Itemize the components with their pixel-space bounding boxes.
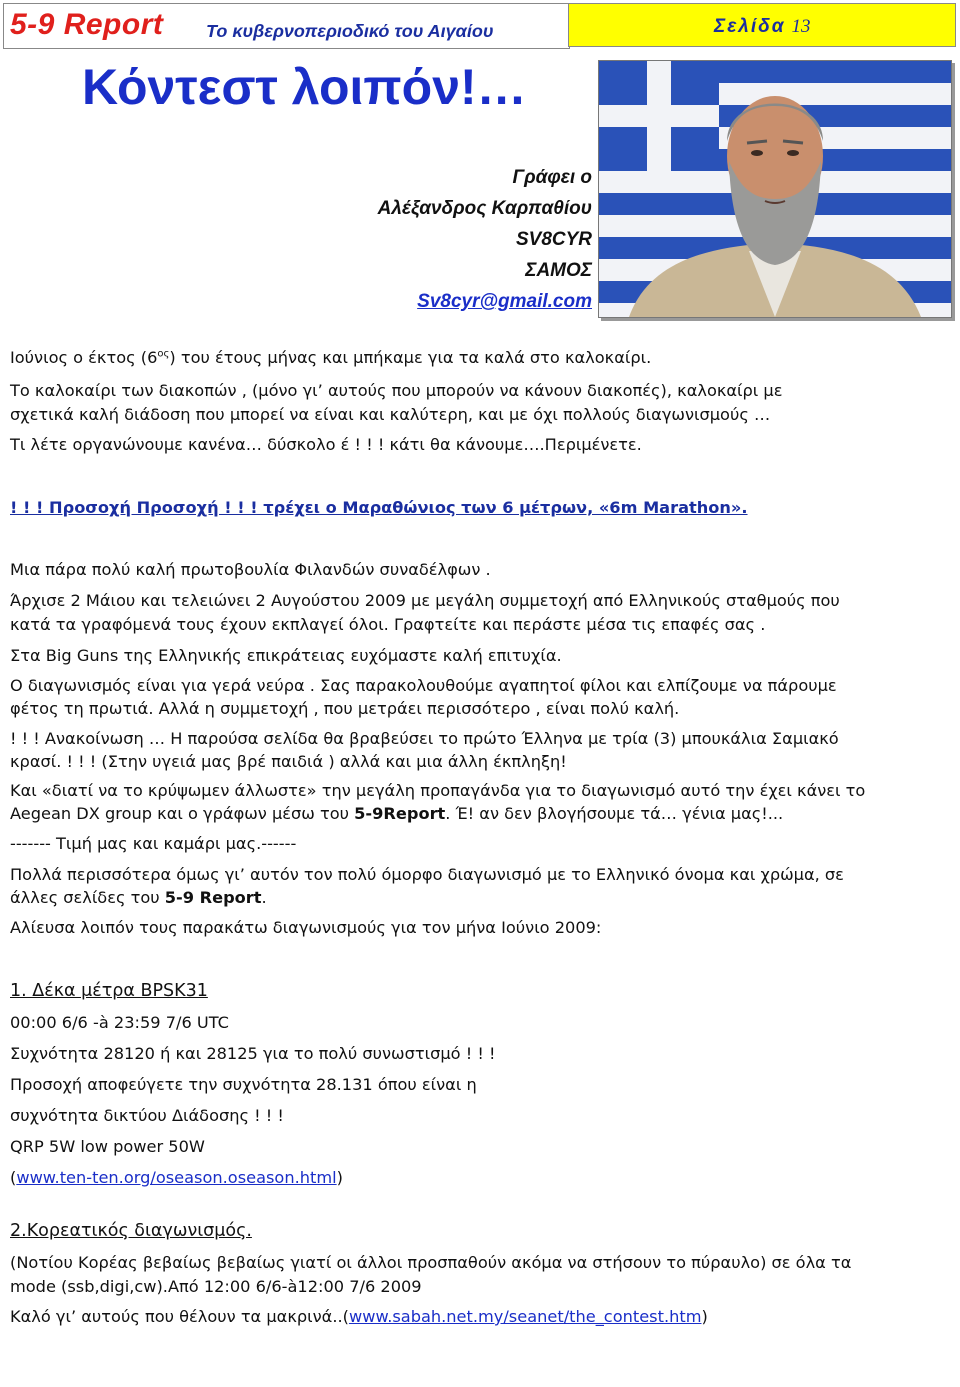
paragraph: Αλίευσα λοιπόν τους παρακάτω διαγωνισμούς για τον μήνα Ιούνιο 2009: <box>10 918 602 937</box>
paragraph: Το καλοκαίρι των διακοπών , (μόνο γι’ αυτούς που μπορούν να κάνουν διακοπές), καλοκαίρι με <box>10 381 783 400</box>
text: . Έ! αν δεν βλογήσουμε τά… γένια μας!... <box>445 804 784 823</box>
text: . <box>261 888 267 907</box>
header-page-box <box>568 3 956 47</box>
paragraph: φέτος τη πρωτιά. Αλλά η συμμετοχή , που μετράει περισσότερο , είναι πολύ καλή. <box>10 699 680 718</box>
text: Ιούνιος ο έκτος (6 <box>10 348 158 367</box>
paragraph <box>10 888 267 907</box>
byline-location: ΣΑΜΟΣ <box>525 260 592 281</box>
paragraph: Πολλά περισσότερα όμως γι’ αυτόν τον πολύ όμορφο διαγωνισμό με το Ελληνικό όνομα και χρώμα, σε <box>10 865 844 884</box>
text: ) <box>336 1168 343 1187</box>
paragraph: σχετικά καλή διάδοση που μπορεί να είναι και καλύτερη, και με όχι πολλούς διαγωνισμούς … <box>10 405 771 424</box>
paragraph: Ο διαγωνισμός είναι για γερά νεύρα . Σας παρακολουθούμε αγαπητοί φίλοι και ελπίζουμε να πάρουμε <box>10 676 837 695</box>
byline-callsign: SV8CYR <box>515 229 592 250</box>
paragraph: Τι λέτε οργανώνουμε κανένα… δύσκολο έ ! ! ! κάτι θα κάνουμε….Περιμένετε. <box>10 435 642 454</box>
text: άλλες σελίδες του <box>10 888 165 907</box>
paragraph <box>10 1168 343 1187</box>
header-subtitle: Το κυβερνοπεριοδικό του Αιγαίου <box>206 21 494 41</box>
paragraph <box>10 804 783 823</box>
paragraph: Και «διατί να το κρύψωμεν άλλωστε» την μεγάλη προπαγάνδα για το διαγωνισμό αυτό την έχει κάνει το <box>10 781 866 800</box>
paragraph: Άρχισε 2 Μάιου και τελειώνει 2 Αυγούστου 2009 με μεγάλη συμμετοχή από Ελληνικούς σταθμούς που <box>10 591 840 610</box>
page-indicator <box>714 16 811 38</box>
byline <box>378 162 592 317</box>
paragraph: (Νοτίου Κορέας βεβαίως βεβαίως γιατί οι άλλοι προσπαθούν ακόμα να στήσουν το πύραυλο) σε όλα τα <box>10 1253 852 1272</box>
paragraph <box>10 348 651 367</box>
paragraph: κατά τα γραφόμενά τους έχουν εκπλαγεί όλοι. Γραφτείτε και περάστε μέσα τις επαφές σας . <box>10 615 766 634</box>
headline-notice: ! ! ! Προσοχή Προσοχή ! ! ! τρέχει ο Μαραθώνιος των 6 μέτρων, «6m Marathon». <box>10 498 748 517</box>
brand-logo: 5-9 Report <box>10 8 164 41</box>
text: ) του έτους μήνας και μπήκαμε για τα καλά στο καλοκαίρι. <box>169 348 652 367</box>
paragraph: Μια πάρα πολύ καλή πρωτοβουλία Φιλανδών συναδέλφων . <box>10 560 491 579</box>
paragraph: συχνότητα δικτύου Διάδοσης ! ! ! <box>10 1106 284 1125</box>
paragraph: mode (ssb,digi,cw).Από 12:00 6/6-à12:00 7/6 2009 <box>10 1277 422 1296</box>
paragraph: ! ! ! Ανακοίνωση … Η παρούσα σελίδα θα βραβεύσει το πρώτο Έλληνα με τρία (3) μπουκάλια Σαμιακό <box>10 729 839 748</box>
text: 5-9 Report <box>164 888 262 907</box>
ten-ten-link[interactable]: www.ten-ten.org/oseason.oseason.html <box>16 1168 337 1187</box>
section-title: 1. Δέκα μέτρα BPSK31 <box>10 981 208 1001</box>
author-photo-image <box>599 61 951 317</box>
paragraph <box>10 1307 708 1326</box>
page-label: Σελίδα <box>714 16 786 37</box>
paragraph: Στα Big Guns της Ελληνικής επικράτειας ευχόμαστε καλή επιτυχία. <box>10 646 562 665</box>
paragraph: ------- Τιμή μας και καμάρι μας.------ <box>10 834 297 853</box>
header-brand-box <box>3 3 570 49</box>
text: 5-9Report <box>354 804 446 823</box>
byline-author: Αλέξανδρος Καρπαθίου <box>377 198 592 219</box>
text: Aegean DX group και ο γράφων μέσω του <box>10 804 355 823</box>
paragraph: Συχνότητα 28120 ή και 28125 για το πολύ συνωστισμό ! ! ! <box>10 1044 496 1063</box>
page-header <box>0 0 960 50</box>
article-title: Κόντεστ λοιπόν!… <box>82 59 527 115</box>
paragraph: QRP 5W low power 50W <box>10 1137 205 1156</box>
byline-line: Γράφει ο <box>512 167 592 188</box>
superscript: ος <box>157 348 170 360</box>
page-number: 13 <box>791 16 811 37</box>
paragraph: 00:00 6/6 -à 23:59 7/6 UTC <box>10 1013 229 1032</box>
seanet-link[interactable]: www.sabah.net.my/seanet/the_contest.htm <box>348 1307 702 1326</box>
text: ) <box>701 1307 708 1326</box>
text: ( <box>10 1168 17 1187</box>
author-photo <box>598 60 952 318</box>
text: Καλό γι’ αυτούς που θέλουν τα μακρινά..( <box>10 1307 349 1326</box>
author-email-link[interactable]: Sv8cyr@gmail.com <box>417 291 592 312</box>
paragraph: κρασί. ! ! ! (Στην υγειά μας βρέ παιδιά ) αλλά και μια άλλη έκπληξη! <box>10 752 567 771</box>
section-title: 2.Κορεατικός διαγωνισμός. <box>10 1221 252 1241</box>
paragraph: Προσοχή αποφεύγετε την συχνότητα 28.131 όπου είναι η <box>10 1075 477 1094</box>
